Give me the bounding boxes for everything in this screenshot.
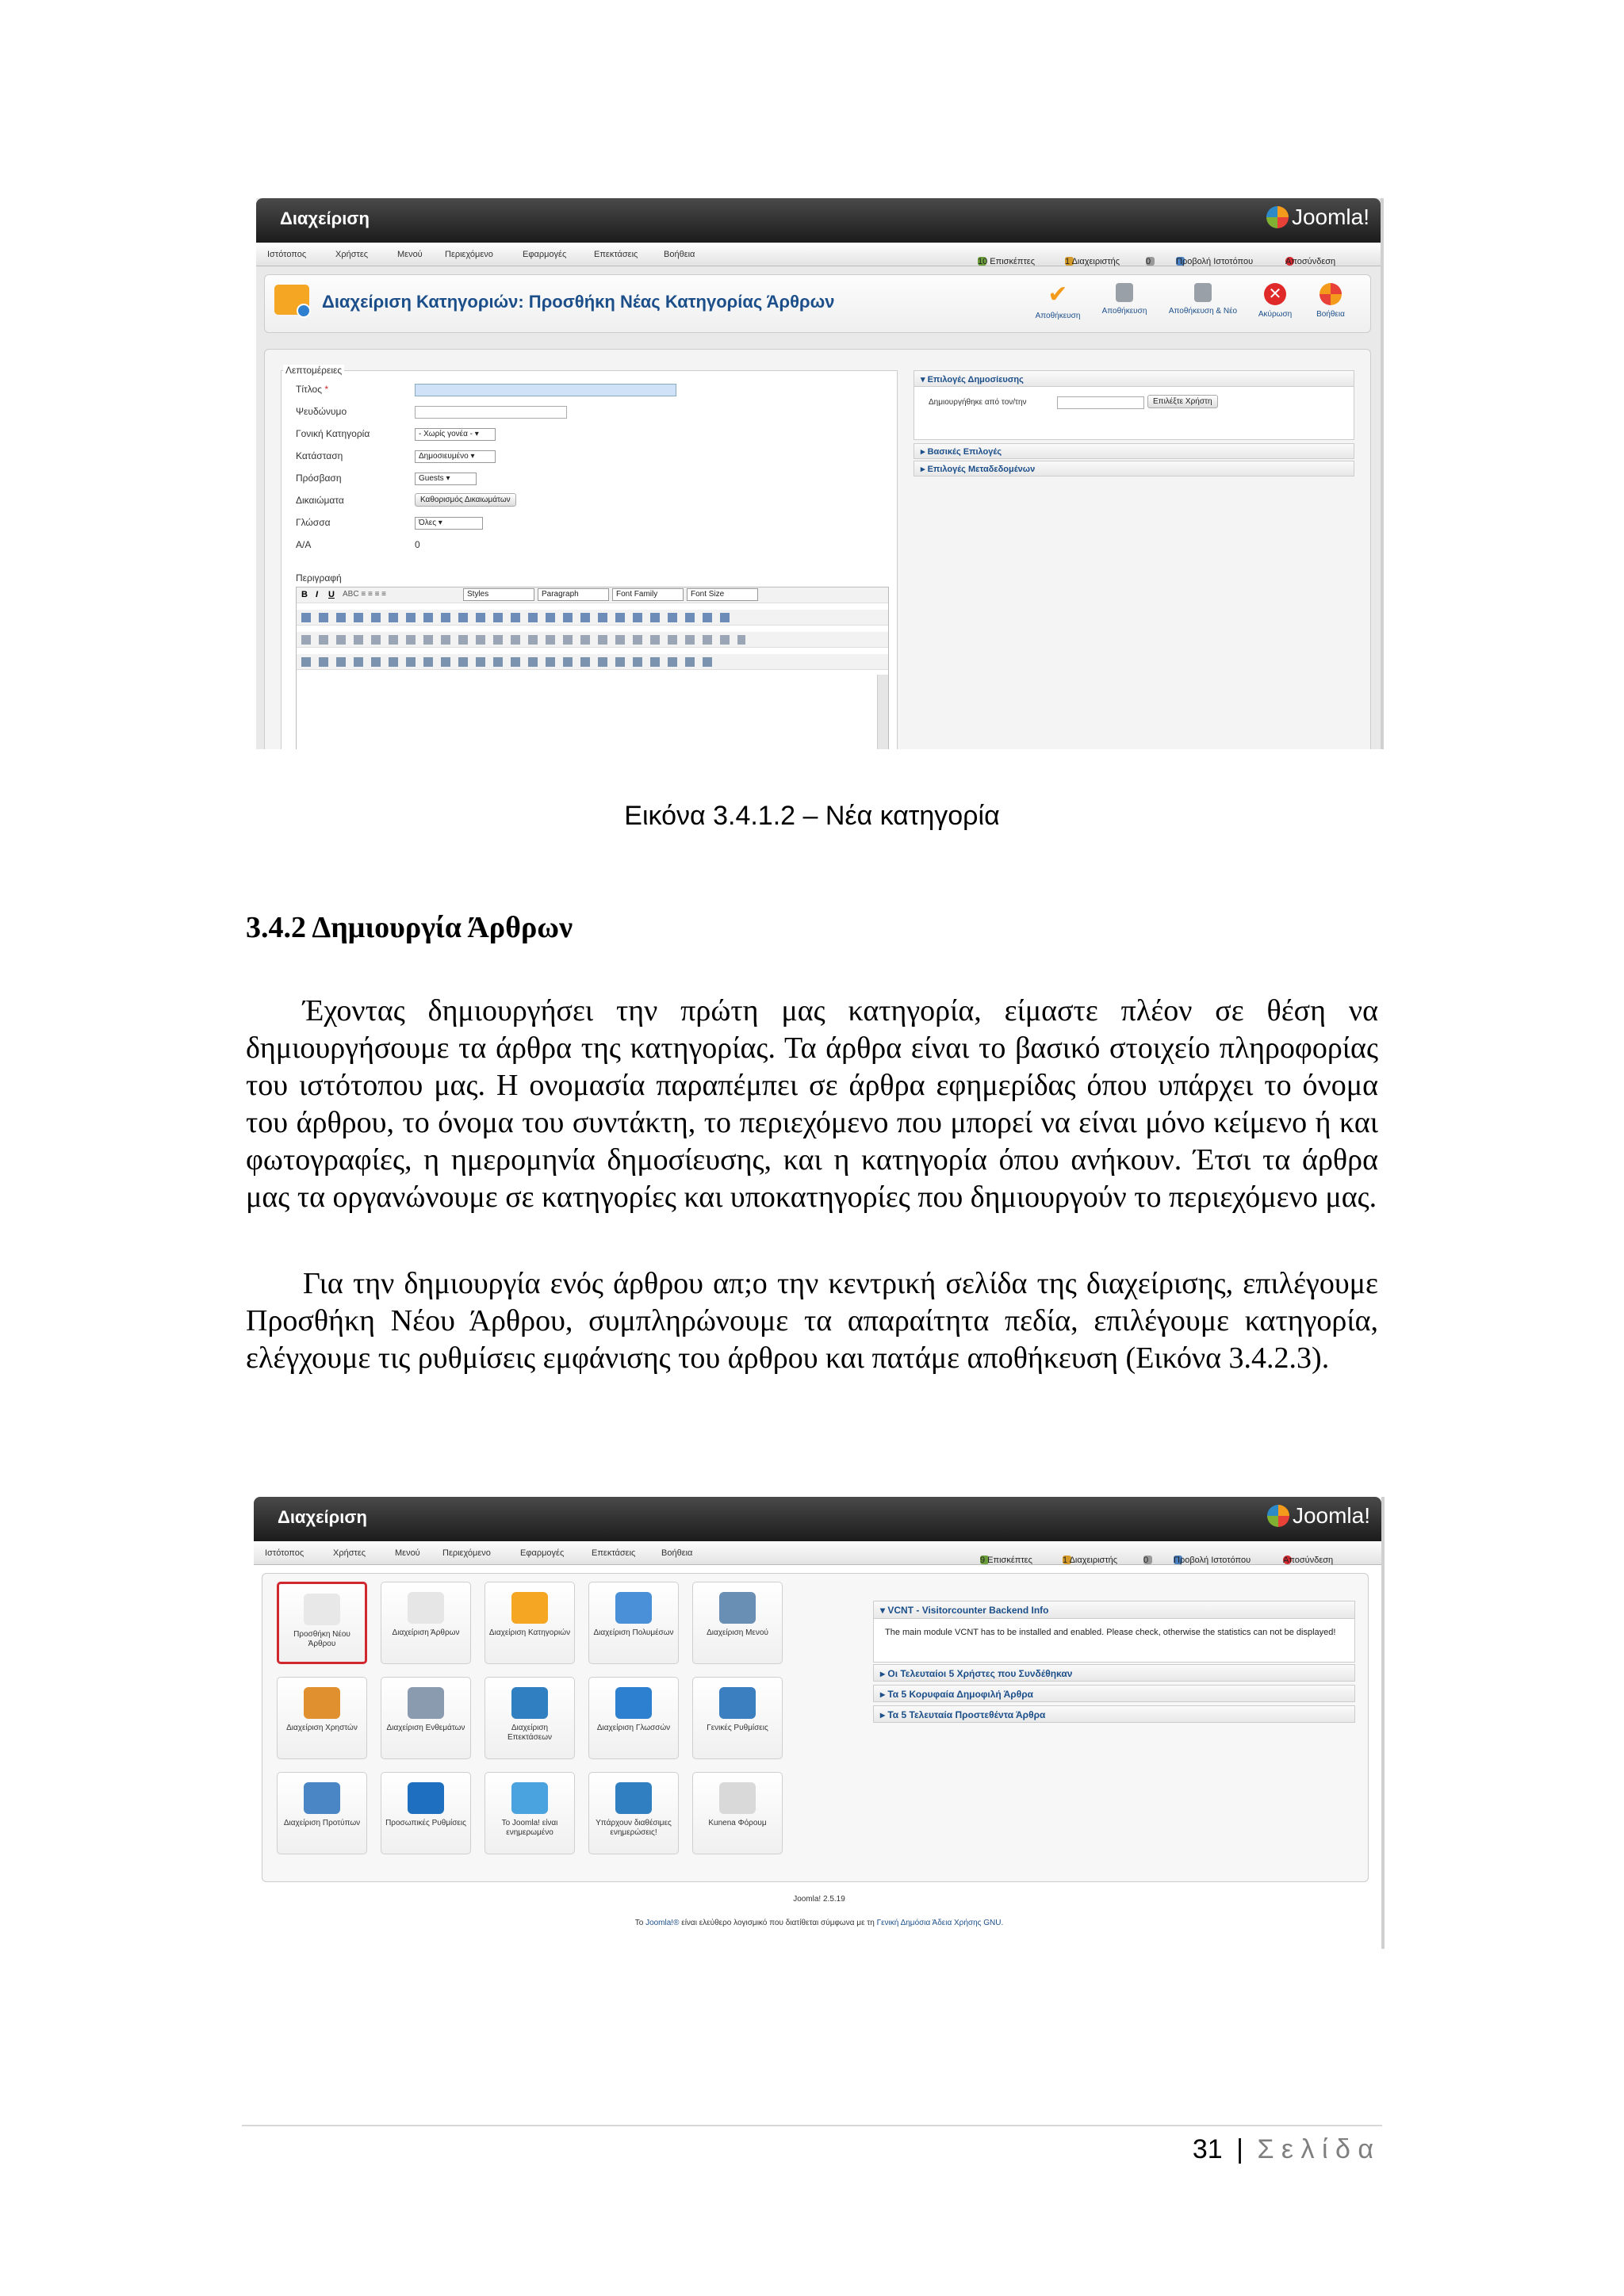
created-by-input[interactable] xyxy=(1057,396,1144,409)
title-input[interactable] xyxy=(415,384,676,396)
vcnt-message: The main module VCNT has to be installed and enabled. Please check, otherwise the statistics can not be displayed! xyxy=(885,1628,1336,1637)
page-number: 31 xyxy=(1192,2134,1223,2164)
extensions-update-icon xyxy=(615,1782,652,1814)
access-select[interactable]: Guests ▾ xyxy=(415,473,477,485)
menu-content[interactable]: Περιεχόμενο xyxy=(445,250,493,259)
menu-site[interactable]: Ιστότοπος xyxy=(267,250,307,259)
admin-menu-bar: Ιστότοπος Χρήστες Μενού Περιεχόμενο Εφαρμογές Επεκτάσεις Βοήθεια 10 Επισκέπτες 1 Διαχειριστής 0 Προβολή Ιστοτόπου Αποσύνδεση xyxy=(256,243,1381,266)
joomla-link[interactable]: Joomla!® xyxy=(645,1919,680,1927)
quickicon-media[interactable] xyxy=(588,1582,679,1664)
users-icon xyxy=(304,1687,340,1719)
underline-icon[interactable]: U xyxy=(328,590,335,599)
joomla-logo: Joomla! xyxy=(1266,205,1369,230)
select-user-button[interactable]: Επιλέξτε Χρήστη xyxy=(1147,395,1218,408)
gnu-license-link[interactable]: Γενική Δημόσια Άδεια Χρήσης GNU. xyxy=(876,1919,1004,1927)
state-label: Κατάσταση xyxy=(296,450,343,461)
globe-icon xyxy=(615,1687,652,1719)
permissions-label: Δικαιώματα xyxy=(296,495,344,506)
state-select[interactable]: Δημοσιευμένο ▾ xyxy=(415,450,496,463)
menu-menus-2[interactable]: Μενού xyxy=(395,1548,420,1558)
joomla-logo-icon-2 xyxy=(1267,1505,1289,1527)
italic-icon[interactable]: I xyxy=(316,590,319,599)
alias-input[interactable] xyxy=(415,406,567,419)
section-heading: 3.4.2 Δημιουργία Άρθρων xyxy=(246,911,573,944)
quickicon-label: Υπάρχουν διαθέσιμες ενημερώσεις! xyxy=(596,1819,672,1837)
set-permissions-button[interactable]: Καθορισμός Δικαιωμάτων xyxy=(415,493,516,507)
info-icon xyxy=(408,1782,444,1814)
access-label: Πρόσβαση xyxy=(296,473,342,484)
paragraph-2: Για την δημιουργία ενός άρθρου απ;ο την κεντρική σελίδα της διαχείρισης, επιλέγουμε Προσθήκη Νέου Άρθρου, συμπληρώνουμε τα απαραίτητα πεδία, επιλέγουμε κατηγορία, ελέγχουμε τις ρυθμίσεις εμφάνισης του άρθρου και πατάμε αποθήκευση (Εικόνα 3.4.2.3). xyxy=(246,1267,1378,1375)
joomla-logo-icon xyxy=(1266,206,1289,228)
quickicon-label: Διαχείριση Πολυμέσων xyxy=(593,1628,674,1637)
page-footer xyxy=(1193,2134,1373,2165)
save-button[interactable]: ✔ Αποθήκευση xyxy=(1035,281,1081,320)
paragraph-select[interactable]: Paragraph xyxy=(538,588,609,601)
joomla-version: Joomla! 2.5.19 xyxy=(793,1895,845,1904)
cpanel-area xyxy=(262,1573,1369,1882)
figure1-caption: Εικόνα 3.4.1.2 – Νέα κατηγορία xyxy=(624,801,1000,831)
latest-users-panel[interactable]: ▸ Οι Τελευταίοι 5 Χρήστες που Συνδέθηκαν xyxy=(873,1664,1355,1682)
extensions-icon xyxy=(511,1687,548,1719)
vcnt-toggle[interactable]: ▾ VCNT - Visitorcounter Backend Info xyxy=(880,1605,1049,1616)
bold-icon[interactable]: B xyxy=(301,590,308,599)
menu-content-2[interactable]: Περιεχόμενο xyxy=(442,1548,491,1558)
quickicon-label: Διαχείριση Ενθεμάτων xyxy=(386,1724,465,1732)
menu-icon xyxy=(719,1592,756,1624)
editor-toolbar-row1 xyxy=(297,587,888,603)
save-new-button[interactable]: Αποθήκευση & Νέο xyxy=(1159,283,1247,316)
font-family-select[interactable]: Font Family xyxy=(612,588,684,601)
menu-components[interactable]: Εφαρμογές xyxy=(523,250,567,259)
cancel-icon: ✕ xyxy=(1264,283,1286,305)
created-by-label: Δημιουργήθηκε από τον/την xyxy=(929,398,1027,407)
description-label: Περιγραφή xyxy=(296,572,342,584)
id-value: 0 xyxy=(415,539,420,550)
details-legend: Λεπτομέρειες xyxy=(283,365,344,376)
quickicon-kunena[interactable] xyxy=(692,1772,783,1854)
options-sidebar xyxy=(914,370,1354,489)
templates-icon xyxy=(304,1782,340,1814)
paragraph-1: Έχοντας δημιουργήσει την πρώτη μας κατηγορία, είμαστε πλέον σε θέση να δημιουργήσουμε τα άρθρα της κατηγορίας. Τα άρθρα είναι το βασικό στοιχείο πληροφορίας του ιστότοπου μας. Η ονομασία παραπέμπει σε άρθρα εφημερίδας όπου υπάρχει το όνομα του άρθρου, το όνομα του συντάκτη, το περιεχόμενο που μπορεί να είναι μόνο κείμενο ή και φωτογραφίες, η ημερομηνία δημοσίευσης, και η κατηγορία όπου ανήκουν. Έτσι τα άρθρα μας τα οργανώνουμε σε κατηγορίες και υποκατηγορίες που δημιουργούν το περιεχόμενο μας. xyxy=(246,994,1378,1214)
vcnt-panel xyxy=(873,1601,1355,1663)
help-button[interactable]: Βοήθεια xyxy=(1307,283,1354,319)
joomla-update-icon xyxy=(511,1782,548,1814)
menu-extensions[interactable]: Επεκτάσεις xyxy=(594,250,638,259)
menu-help-2[interactable]: Βοήθεια xyxy=(661,1548,693,1558)
quickicon-add-article[interactable] xyxy=(277,1582,367,1664)
parent-select[interactable]: - Χωρίς γονέα - ▾ xyxy=(415,428,496,441)
quickicon-extensions[interactable] xyxy=(485,1677,575,1759)
quickicon-extensions-update[interactable] xyxy=(588,1772,679,1854)
quickicon-label: Διαχείριση Επεκτάσεων xyxy=(507,1724,553,1742)
articles-icon xyxy=(408,1592,444,1624)
add-article-icon xyxy=(304,1594,340,1625)
quickicon-label: Προσωπικές Ρυθμίσεις xyxy=(385,1819,466,1827)
menu-users[interactable]: Χρήστες xyxy=(335,250,369,259)
menu-help[interactable]: Βοήθεια xyxy=(664,250,695,259)
content-area xyxy=(264,349,1371,749)
quickicon-globe[interactable] xyxy=(588,1677,679,1759)
toolbar-box xyxy=(264,274,1371,333)
menu-menus[interactable]: Μενού xyxy=(397,250,423,259)
quickicon-users[interactable] xyxy=(277,1677,367,1759)
modules-icon xyxy=(408,1687,444,1719)
quickicon-info[interactable] xyxy=(381,1772,471,1854)
footer-rule xyxy=(242,2125,1382,2126)
screenshot-new-category xyxy=(256,198,1384,749)
quickicon-tools[interactable] xyxy=(692,1677,783,1759)
styles-select[interactable]: Styles xyxy=(463,588,534,601)
quickicon-templates[interactable] xyxy=(277,1772,367,1854)
publish-options-panel xyxy=(914,370,1354,440)
id-label: Α/Α xyxy=(296,539,312,550)
quickicon-label: Kunena Φόρουμ xyxy=(708,1819,767,1827)
help-icon xyxy=(1320,283,1342,305)
page-title: Διαχείριση Κατηγοριών: Προσθήκη Νέας Κατηγορίας Άρθρων xyxy=(322,292,835,312)
quickicon-label: Γενικές Ρυθμίσεις xyxy=(707,1724,768,1732)
basic-options-panel[interactable]: ▸ Βασικές Επιλογές xyxy=(914,443,1354,459)
quickicon-joomla-update[interactable] xyxy=(485,1772,575,1854)
font-size-select[interactable]: Font Size xyxy=(687,588,758,601)
language-label: Γλώσσα xyxy=(296,517,331,528)
language-select[interactable]: Όλες ▾ xyxy=(415,517,483,530)
tools-icon xyxy=(719,1687,756,1719)
quickicon-label: Διαχείριση Κατηγοριών xyxy=(488,1628,571,1637)
admin-header-2 xyxy=(254,1497,1381,1541)
menu-components-2[interactable]: Εφαρμογές xyxy=(520,1548,565,1558)
metadata-options-panel[interactable]: ▸ Επιλογές Μεταδεδομένων xyxy=(914,461,1354,476)
cancel-button[interactable]: ✕ Ακύρωση xyxy=(1250,283,1300,319)
quickicon-label: Το Joomla! είναι ενημερωμένο xyxy=(501,1819,558,1837)
page-separator: | xyxy=(1236,2134,1243,2164)
page-label: Σ ε λ ί δ α xyxy=(1257,2134,1373,2164)
popular-articles-panel[interactable]: ▸ Τα 5 Κορυφαία Δημοφιλή Άρθρα xyxy=(873,1685,1355,1702)
admin-title: Διαχείριση xyxy=(280,209,370,228)
editor-scrollbar[interactable] xyxy=(877,675,888,749)
details-fieldset xyxy=(281,365,898,749)
save-icon xyxy=(1116,283,1133,302)
rich-text-editor[interactable] xyxy=(296,587,889,749)
editor-toolbar-row3 xyxy=(297,632,888,648)
menu-extensions-2[interactable]: Επεκτάσεις xyxy=(592,1548,636,1558)
check-icon: ✔ xyxy=(1048,281,1068,308)
quickicon-label: Προσθήκη Νέου Άρθρου xyxy=(293,1630,350,1648)
quickicon-label: Διαχείριση Προτύπων xyxy=(283,1819,361,1827)
category-folder-icon xyxy=(274,285,309,315)
admin-menu-bar-2: Ιστότοπος Χρήστες Μενού Περιεχόμενο Εφαρμογές Επεκτάσεις Βοήθεια 9 Επισκέπτες 1 Διαχειριστής 0 Προβολή Ιστοτόπου Αποσύνδεση xyxy=(254,1541,1381,1565)
section-body xyxy=(246,993,1378,1377)
menu-users-2[interactable]: Χρήστες xyxy=(333,1548,366,1558)
quickicon-modules[interactable] xyxy=(381,1677,471,1759)
admin-header xyxy=(256,198,1381,243)
quickicon-label: Διαχείριση Μενού xyxy=(707,1628,768,1637)
quickicon-articles[interactable] xyxy=(381,1582,471,1664)
folder-icon xyxy=(511,1592,548,1624)
screenshot-control-panel xyxy=(254,1497,1385,1949)
alias-label: Ψευδώνυμο xyxy=(296,406,347,417)
publish-options-toggle[interactable]: ▾ Επιλογές Δημοσίευσης xyxy=(921,375,1024,385)
license-footer: Το Joomla!® είναι ελεύθερο λογισμικό που διατίθεται σύμφωνα με τη Γενική Δημόσια Άδεια Χρήσης GNU. xyxy=(634,1919,1004,1927)
quickicon-menu[interactable] xyxy=(692,1582,783,1664)
joomla-logo-2: Joomla! xyxy=(1267,1503,1370,1529)
save-new-icon xyxy=(1194,283,1212,302)
title-label: Τίτλος * xyxy=(296,384,329,395)
quickicon-label: Διαχείριση Άρθρων xyxy=(392,1628,460,1637)
editor-toolbar-row2 xyxy=(297,610,888,626)
menu-site-2[interactable]: Ιστότοπος xyxy=(265,1548,304,1558)
save-close-button[interactable]: Αποθήκευση xyxy=(1093,283,1156,316)
quickicon-folder[interactable] xyxy=(485,1582,575,1664)
editor-toolbar-row4 xyxy=(297,654,888,670)
parent-label: Γονική Κατηγορία xyxy=(296,428,370,439)
admin-title-2: Διαχείριση xyxy=(278,1507,367,1527)
kunena-icon xyxy=(719,1782,756,1814)
recent-articles-panel[interactable]: ▸ Τα 5 Τελευταία Προστεθέντα Άρθρα xyxy=(873,1705,1355,1723)
quickicon-label: Διαχείριση Χρηστών xyxy=(286,1724,358,1732)
quickicon-label: Διαχείριση Γλωσσών xyxy=(596,1724,671,1732)
media-icon xyxy=(615,1592,652,1624)
align-icons[interactable]: ABC ≡ ≡ ≡ ≡ xyxy=(343,590,387,599)
